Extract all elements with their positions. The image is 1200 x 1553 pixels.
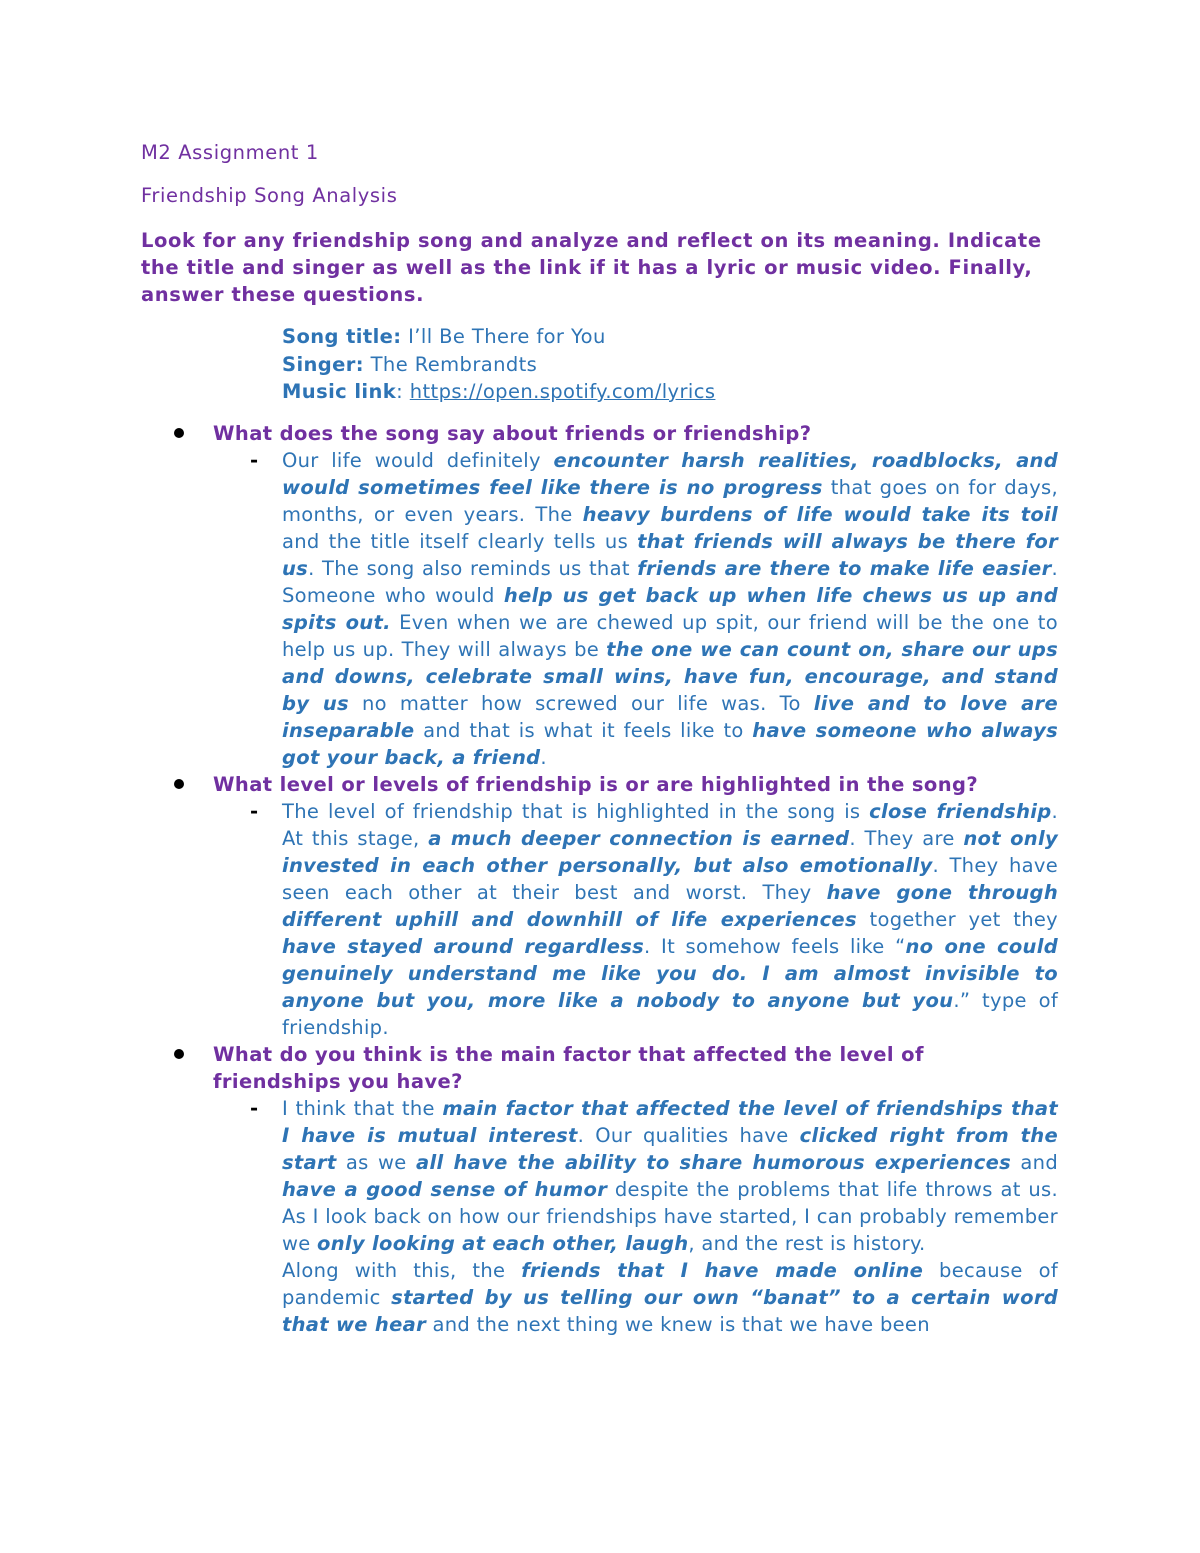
question-item bbox=[0, 420, 1200, 771]
emphasis-text: clicked right from the start bbox=[282, 1124, 1059, 1174]
answer-paragraph bbox=[282, 447, 1058, 771]
instructions-paragraph: Look for any friendship song and analyze and reflect on its meaning. Indicate the title and singer as well as the link if it has a lyric or music video. Finally, answer these questions. bbox=[141, 229, 1042, 306]
emphasis-text: have gone through different uphill and downhill of life experiences bbox=[282, 881, 1059, 931]
answer-block bbox=[0, 798, 1200, 1041]
song-title-label: Song title: bbox=[282, 325, 402, 348]
answer-segment: that goes on for days, months, or even years. The bbox=[282, 476, 1058, 526]
answer-segment: .” type of friendship. bbox=[282, 989, 1058, 1039]
answer-segment: . At this stage, bbox=[282, 800, 1058, 850]
emphasis-text: friends that I have made online bbox=[521, 1259, 924, 1282]
answer-text bbox=[282, 1095, 1058, 1338]
answer-paragraph bbox=[282, 1095, 1058, 1257]
song-info bbox=[282, 323, 715, 406]
answer-segment: . They have seen each other at their best and worst. They bbox=[282, 854, 1058, 904]
answer-segment: no matter how screwed our life was. To bbox=[348, 692, 814, 715]
answer-segment: Even when we are chewed up spit, our friend will be the one to help us up. They will always be bbox=[282, 611, 1058, 661]
emphasis-text: have a good sense of humor bbox=[282, 1178, 608, 1201]
answer-segment: . Someone who would bbox=[282, 557, 1058, 607]
singer-label: Singer: bbox=[282, 352, 365, 376]
question-text: What does the song say about friends or friendship? bbox=[213, 422, 812, 445]
dash-bullet-icon: - bbox=[250, 800, 259, 823]
music-link[interactable]: https://open.spotify.com/lyrics bbox=[409, 380, 716, 403]
music-link-separator: : bbox=[396, 380, 404, 403]
answer-segment: and the next thing we knew is that we have been bbox=[426, 1313, 930, 1336]
document-subtitle: Friendship Song Analysis bbox=[141, 184, 398, 207]
answer-block bbox=[0, 1095, 1200, 1338]
emphasis-text: all have the ability to share humorous experiences bbox=[416, 1151, 1012, 1174]
answer-segment: Along with this, the bbox=[282, 1259, 522, 1282]
answer-segment: . Our qualities have bbox=[577, 1124, 800, 1147]
answer-segment: because of pandemic bbox=[282, 1259, 1058, 1309]
emphasis-text: live and to love are inseparable bbox=[282, 692, 1058, 742]
answer-segment: . bbox=[540, 746, 547, 769]
bullet-icon bbox=[174, 1049, 184, 1059]
answer-segment: and bbox=[1011, 1151, 1059, 1174]
answer-segment: together yet they bbox=[856, 908, 1058, 931]
answer-segment: I think that the bbox=[282, 1097, 443, 1120]
music-link-label: Music link bbox=[282, 380, 397, 403]
answer-segment: as we bbox=[336, 1151, 417, 1174]
question-item bbox=[0, 1041, 1200, 1338]
singer-value: The Rembrandts bbox=[370, 352, 538, 376]
emphasis-text: have stayed around regardless bbox=[282, 935, 645, 958]
emphasis-text: the one we can count on, share our ups and downs, celebrate small wins, have fun, encourage, and stand by us bbox=[282, 638, 1059, 715]
answer-paragraph bbox=[282, 1257, 1058, 1338]
answer-segment: despite the problems that life throws at us. As I look back on how our friendships have started, I can probably remember we bbox=[282, 1178, 1058, 1255]
answer-segment: . It somehow feels like “ bbox=[644, 935, 906, 958]
emphasis-text: help us get back up when life chews us up and spits out. bbox=[282, 584, 1058, 634]
emphasis-text: no one could genuinely understand me like you do. I am almost invisible to anyone but you, more like a nobody to anyone but you bbox=[282, 935, 1058, 1012]
emphasis-text: started by us telling our own “banat” to a certain word that we hear bbox=[282, 1286, 1058, 1336]
answer-block bbox=[0, 447, 1200, 771]
answer-segment: The level of friendship that is highlighted in the song is bbox=[282, 800, 870, 823]
answer-text bbox=[282, 798, 1058, 1041]
answer-text bbox=[282, 447, 1058, 771]
emphasis-text: a much deeper connection is earned bbox=[428, 827, 850, 850]
questions-list bbox=[0, 420, 1200, 1338]
answer-segment: and that is what it feels like to bbox=[414, 719, 753, 742]
question-text: What do you think is the main factor that affected the level of friendships you have? bbox=[213, 1043, 924, 1093]
emphasis-text: close friendship bbox=[869, 800, 1052, 823]
answer-segment: Our life would definitely bbox=[282, 449, 554, 472]
emphasis-text: encounter harsh realities, roadblocks, and would sometimes feel like there is no progress bbox=[282, 449, 1058, 499]
emphasis-text: that friends will always be there for us bbox=[282, 530, 1058, 580]
emphasis-text: not only invested in each other personally, but also emotionally bbox=[282, 827, 1058, 877]
question-text: What level or levels of friendship is or are highlighted in the song? bbox=[213, 773, 979, 796]
bullet-icon bbox=[174, 779, 184, 789]
dash-bullet-icon: - bbox=[250, 1097, 259, 1120]
answer-segment: and the title itself clearly tells us bbox=[282, 530, 638, 553]
singer-line bbox=[282, 351, 715, 379]
emphasis-text: friends are there to make life easier bbox=[637, 557, 1052, 580]
emphasis-text: heavy burdens of life would take its toil bbox=[582, 503, 1058, 526]
emphasis-text: only looking at each other, laugh bbox=[317, 1232, 689, 1255]
emphasis-text: have someone who always got your back, a friend bbox=[282, 719, 1058, 769]
document-title: M2 Assignment 1 bbox=[141, 141, 319, 164]
music-link-line bbox=[282, 378, 715, 406]
answer-segment: . They are bbox=[849, 827, 964, 850]
song-title-value: I’ll Be There for You bbox=[408, 325, 606, 348]
answer-segment: . The song also reminds us that bbox=[308, 557, 638, 580]
dash-bullet-icon: - bbox=[250, 449, 259, 472]
song-title-line bbox=[282, 323, 715, 351]
question-item bbox=[0, 771, 1200, 1041]
answer-paragraph bbox=[282, 798, 1058, 1041]
bullet-icon bbox=[174, 428, 184, 438]
emphasis-text: main factor that affected the level of friendships that I have is mutual interest bbox=[282, 1097, 1058, 1147]
answer-segment: , and the rest is history. bbox=[688, 1232, 926, 1255]
